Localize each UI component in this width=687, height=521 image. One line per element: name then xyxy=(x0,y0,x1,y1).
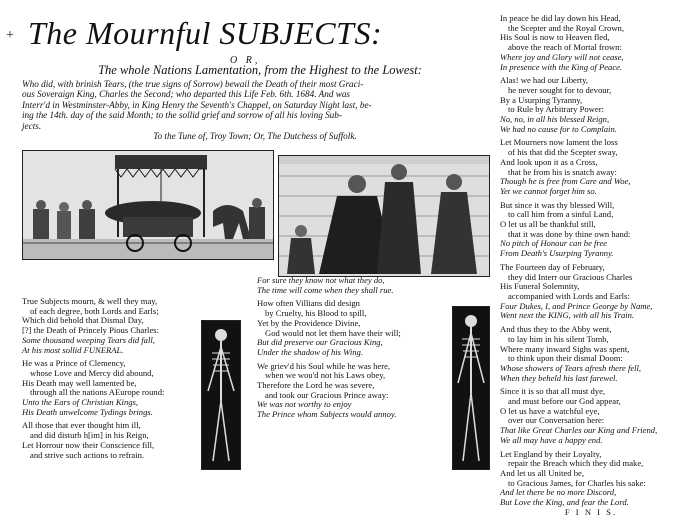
intro-paragraph xyxy=(22,79,488,141)
verse-line: At his most sollid FUNERAL. xyxy=(22,344,124,355)
verse-line: they did Interr our Gracious Charles xyxy=(508,271,633,282)
title-or: O R, xyxy=(230,55,261,66)
verse-line: Under the shadow of his Wing. xyxy=(257,346,363,357)
verse-line: Yet we cannot forget him so. xyxy=(500,185,597,196)
tune-line: To the Tune of, Troy Town; Or, The Dutchess of Suffolk. xyxy=(153,131,357,142)
verse-line: From Death's Usurping Tyranny. xyxy=(500,248,614,259)
verse-line: repair the Breach which they did make, xyxy=(508,458,644,469)
verse-line: His Death may well lamented be, xyxy=(22,377,137,388)
verse-line: No pitch of Honour can be free xyxy=(500,238,608,249)
verse-line: He was a Prince of Clemency, xyxy=(22,358,126,369)
verse-line: The Fourteen day of February, xyxy=(500,261,605,272)
verse-line: But Love the King, and fear the Lord. xyxy=(500,497,629,508)
verse-line: Yet by the Providence Divine, xyxy=(257,317,361,328)
verse-line: he never sought for to devour, xyxy=(508,84,612,95)
verse-line: All those that ever thought him ill, xyxy=(22,420,141,431)
stanza xyxy=(22,359,197,417)
stanza xyxy=(500,14,682,72)
verse-line: True Subjects mourn, & well they may, xyxy=(22,296,158,306)
verse-line: In presence with the King of Peace. xyxy=(500,61,623,72)
verse-line: And let there be no more Discord, xyxy=(500,487,617,498)
verse-line: His Funeral Solemnity, xyxy=(500,281,580,292)
verse-line: and strive such actions to refrain. xyxy=(30,449,145,460)
verse-line: But since it was thy blessed Will, xyxy=(500,199,615,210)
verse-line: Where joy and Glory will not cease, xyxy=(500,51,624,62)
skeleton-woodcut-right xyxy=(452,306,490,470)
verse-line: and took our Gracious Prince away: xyxy=(265,389,389,400)
subtitle: The whole Nations Lamentation, from the Highest to the Lowest: xyxy=(98,63,422,77)
verse-line: By a Usurping Tyranny, xyxy=(500,94,583,105)
verse-line: Some thousand weeping Tears did fall, xyxy=(22,334,155,345)
verse-line: to think upon their dismal Doom: xyxy=(508,353,623,364)
verse-line: And thus they to the Abby went, xyxy=(500,324,612,335)
verse-line: Let Mourners now lament the loss xyxy=(500,137,618,148)
verse-line: The time will come when they shall rue. xyxy=(257,284,394,295)
verse-line: No, no, in all his blessed Reign, xyxy=(500,114,610,125)
verse-line: Let Horrour now their Conscience fill, xyxy=(22,439,155,450)
verse-line: when we wou'd not his Laws obey, xyxy=(265,370,386,381)
verse-line: The Prince whom Subjects would annoy. xyxy=(257,409,397,420)
stanza xyxy=(500,201,682,259)
verse-line: Let England by their Loyalty, xyxy=(500,448,602,459)
verse-line: that it was done by thine own hand: xyxy=(508,228,631,239)
stanza xyxy=(257,299,447,357)
verse-line: that he from his is snatch away: xyxy=(508,166,617,177)
stanza xyxy=(257,362,447,420)
verse-line: Therefore the Lord he was severe, xyxy=(257,380,375,391)
verse-line: When they beheld his last farewel. xyxy=(500,372,618,383)
verse-line: Went next the KING, with all his Train. xyxy=(500,310,635,321)
verse-line: We had no cause for to Complain. xyxy=(500,123,617,134)
stanza xyxy=(500,450,682,518)
verse-line: In peace he did lay down his Head, xyxy=(500,13,621,23)
verse-line: Four Dukes, I, and Prince George by Name, xyxy=(500,300,653,311)
verse-line: whose Love and Mercy did abound, xyxy=(30,367,154,378)
verse-line: and must before our God appear, xyxy=(508,396,621,407)
intro-line: ous Soveraign King, Charles the Second; who departed this Life Feb. 6th. 1684. And was xyxy=(22,89,351,100)
finis: F I N I S. xyxy=(564,506,618,517)
verse-line: We griev'd his Soul while he was here, xyxy=(257,360,391,371)
verse-line: to Gracious James, for Charles his sake: xyxy=(508,477,646,488)
intro-line: Who did, with brinish Tears, (the true signs of Sorrow) bewail the Death of their most Graci- xyxy=(22,79,364,89)
verse-line: Whose showers of Tears afresh there fell, xyxy=(500,362,642,373)
crosshair-mark: + xyxy=(6,28,14,43)
royal-family-woodcut xyxy=(278,155,490,277)
verse-line: of his that did the Scepter sway, xyxy=(508,147,618,158)
skeleton-woodcut-left xyxy=(201,320,241,470)
verse-line: We all may have a happy end. xyxy=(500,434,603,445)
verse-column-3 xyxy=(500,14,682,521)
verse-line: to call him from a sinful Land, xyxy=(508,209,614,220)
stanza xyxy=(500,325,682,383)
verse-line: God would not let them have their will; xyxy=(265,327,401,338)
verse-column-2 xyxy=(257,276,447,424)
verse-line: But did preserve our Gracious King, xyxy=(257,337,383,348)
verse-line: of each degree, both Lords and Earls; xyxy=(30,305,159,316)
verse-line: by Cruelty, his Blood to spill, xyxy=(265,308,367,319)
verse-line: How often Villians did design xyxy=(257,298,360,309)
verse-line: His Soul is now to Heaven fled, xyxy=(500,32,610,43)
verse-line: And look upon it as a Cross, xyxy=(500,156,598,167)
stanza xyxy=(500,138,682,196)
funeral-procession-woodcut xyxy=(22,150,274,260)
stanza xyxy=(500,76,682,134)
verse-line: Since it is so that all must dye, xyxy=(500,386,606,397)
verse-line: O let us have a watchful eye, xyxy=(500,405,600,416)
verse-line: His Death unwelcome Tydings brings. xyxy=(22,406,153,417)
verse-line: O let us all be thankful still, xyxy=(500,219,596,230)
verse-line: accompanied with Lords and Earls: xyxy=(508,290,630,301)
verse-line: Which did behold that Dismal Day, xyxy=(22,315,144,326)
stanza xyxy=(22,421,197,460)
verse-line: That like Great Charles our King and Friend, xyxy=(500,425,658,436)
verse-line: to lay him in his silent Tomb, xyxy=(508,333,609,344)
intro-line: Interr'd in Westminster-Abby, in King Henry the Seventh's Chappel, on Saturday Night last, be- xyxy=(22,99,372,110)
verse-line: Where many inward Sighs was spent, xyxy=(500,343,630,354)
verse-line: For sure they know not what they do, xyxy=(257,275,385,285)
verse-line: and did disturb h[im] in his Reign, xyxy=(30,430,149,441)
stanza xyxy=(22,297,197,355)
verse-line: [?] the Death of Princely Pious Charles: xyxy=(22,325,159,336)
intro-line: jects. xyxy=(22,120,42,131)
verse-line: over our Conversation here: xyxy=(508,415,605,426)
intro-line: ing the 14th. day of the said Month; to the sollid grief and sorrow of all his loving Sub- xyxy=(22,110,342,121)
verse-line: We was not worthy to enjoy xyxy=(257,399,352,410)
verse-line: Unto the Ears of Christian Kings, xyxy=(22,397,139,408)
verse-line: And let us all United be, xyxy=(500,467,585,478)
verse-line: the Scepter and the Royal Crown, xyxy=(508,22,624,33)
verse-line: through all the nations AEurope round: xyxy=(30,387,165,398)
verse-line: Though he is free from Care and Woe, xyxy=(500,176,631,187)
page-title: The Mournful SUBJECTS: xyxy=(28,15,383,51)
verse-line: above the reach of Mortal frown: xyxy=(508,42,622,53)
verse-column-1 xyxy=(22,297,197,464)
verse-line: to Rule by Arbitrary Power: xyxy=(508,104,604,115)
stanza xyxy=(257,276,447,295)
verse-line: Alas! we had our Liberty, xyxy=(500,75,588,86)
stanza xyxy=(500,387,682,445)
stanza xyxy=(500,263,682,321)
